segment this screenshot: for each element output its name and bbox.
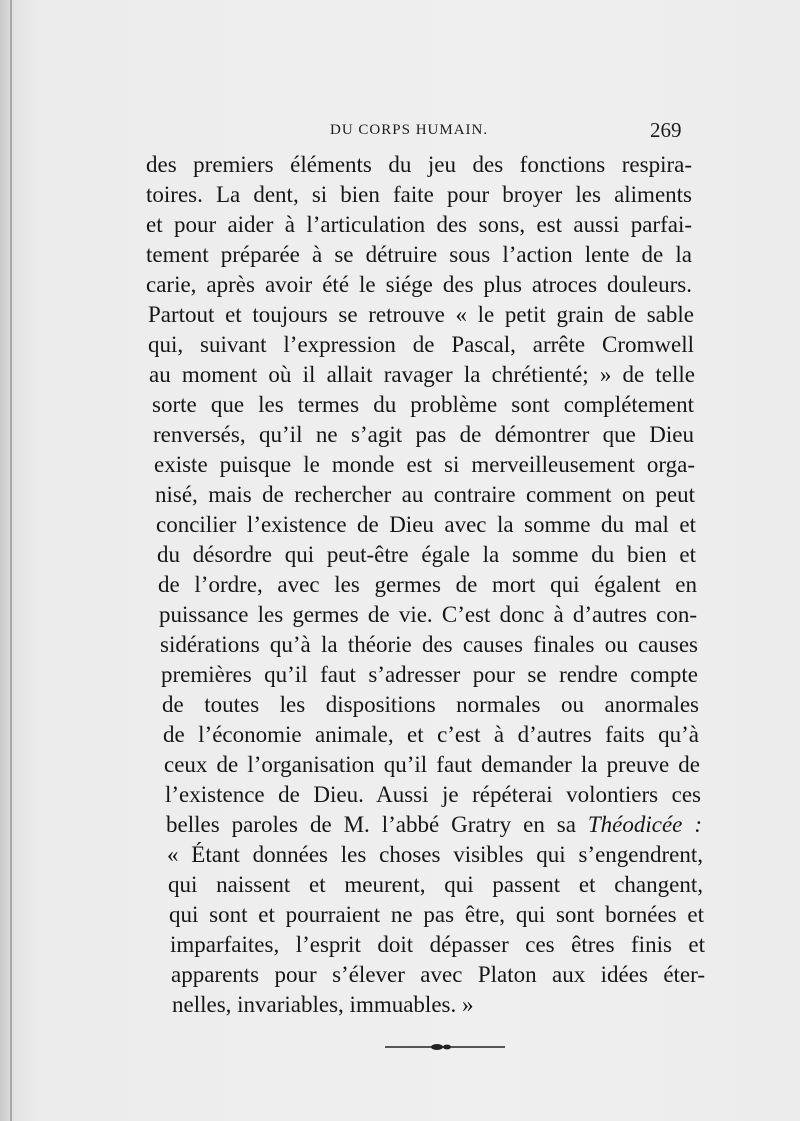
text-line: nisé, mais de rechercher au contraire comment on peut [155, 482, 695, 507]
text-line: de toutes les dispositions normales ou anormales [162, 692, 699, 717]
text-line: toires. La dent, si bien faite pour broyer les aliments [146, 182, 692, 207]
text-line [166, 810, 702, 840]
text-line: du désordre qui peut-être égale la somme du bien et [157, 542, 696, 567]
text-line: des premiers éléments du jeu des fonctions respira- [146, 152, 692, 177]
binding-edge [10, 0, 12, 1121]
book-title-italic: Théodicée : [587, 812, 702, 837]
quote-line: apparents pour s’élever avec Platon aux idées éter- [171, 962, 705, 987]
text-line: sorte que les termes du problème sont complétement [152, 392, 694, 417]
text-line: renversés, qu’il ne s’agit pas de démontrer que Dieu [153, 422, 694, 447]
text-line: l’existence de Dieu. Aussi je répéterai volontiers ces [165, 782, 701, 807]
quote-line: qui naissent et meurent, qui passent et changent, [168, 872, 703, 897]
text-line: et pour aider à l’articulation des sons, est aussi parfai- [146, 212, 692, 237]
page-number: 269 [650, 118, 682, 142]
quote-line: nelles, invariables, immuables. » [172, 992, 474, 1017]
text-line: premières qu’il faut s’adresser pour se rendre compte [161, 662, 698, 687]
quote-line: « Étant données les choses visibles qui s’engendrent, [167, 842, 703, 867]
text-line: Partout et toujours se retrouve « le petit grain de sable [148, 302, 694, 327]
text-line: sidérations qu’à la théorie des causes finales ou causes [160, 632, 698, 657]
text-line: carie, après avoir été le siége des plus atroces douleurs. [146, 272, 692, 297]
text-line: ceux de l’organisation qu’il faut demander la preuve de [164, 752, 700, 777]
text-line: de l’ordre, avec les germes de mort qui égalent en [158, 572, 697, 597]
text-line: puissance les germes de vie. C’est donc à d’autres con- [159, 602, 697, 627]
running-title: DU CORPS HUMAIN. [330, 122, 489, 138]
text-line: tement préparée à se détruire sous l’action lente de la [146, 242, 692, 267]
text-line: concilier l’existence de Dieu avec la somme du mal et [156, 512, 696, 537]
end-ornament [385, 1041, 505, 1053]
text-line: existe puisque le monde est si merveilleusement orga- [154, 452, 695, 477]
quote-line: qui sont et pourraient ne pas être, qui sont bornées et [169, 902, 704, 927]
running-head [0, 118, 800, 144]
text-line: de l’économie animale, et c’est à d’autres faits qu’à [163, 722, 699, 747]
text-line: qui, suivant l’expression de Pascal, arrête Cromwell [148, 332, 694, 357]
text-line-prefix: belles paroles de M. l’abbé Gratry en sa [166, 812, 588, 837]
quote-line: imparfaites, l’esprit doit dépasser ces êtres finis et [170, 932, 705, 957]
text-line: au moment où il allait ravager la chrétienté; » de telle [149, 362, 695, 387]
